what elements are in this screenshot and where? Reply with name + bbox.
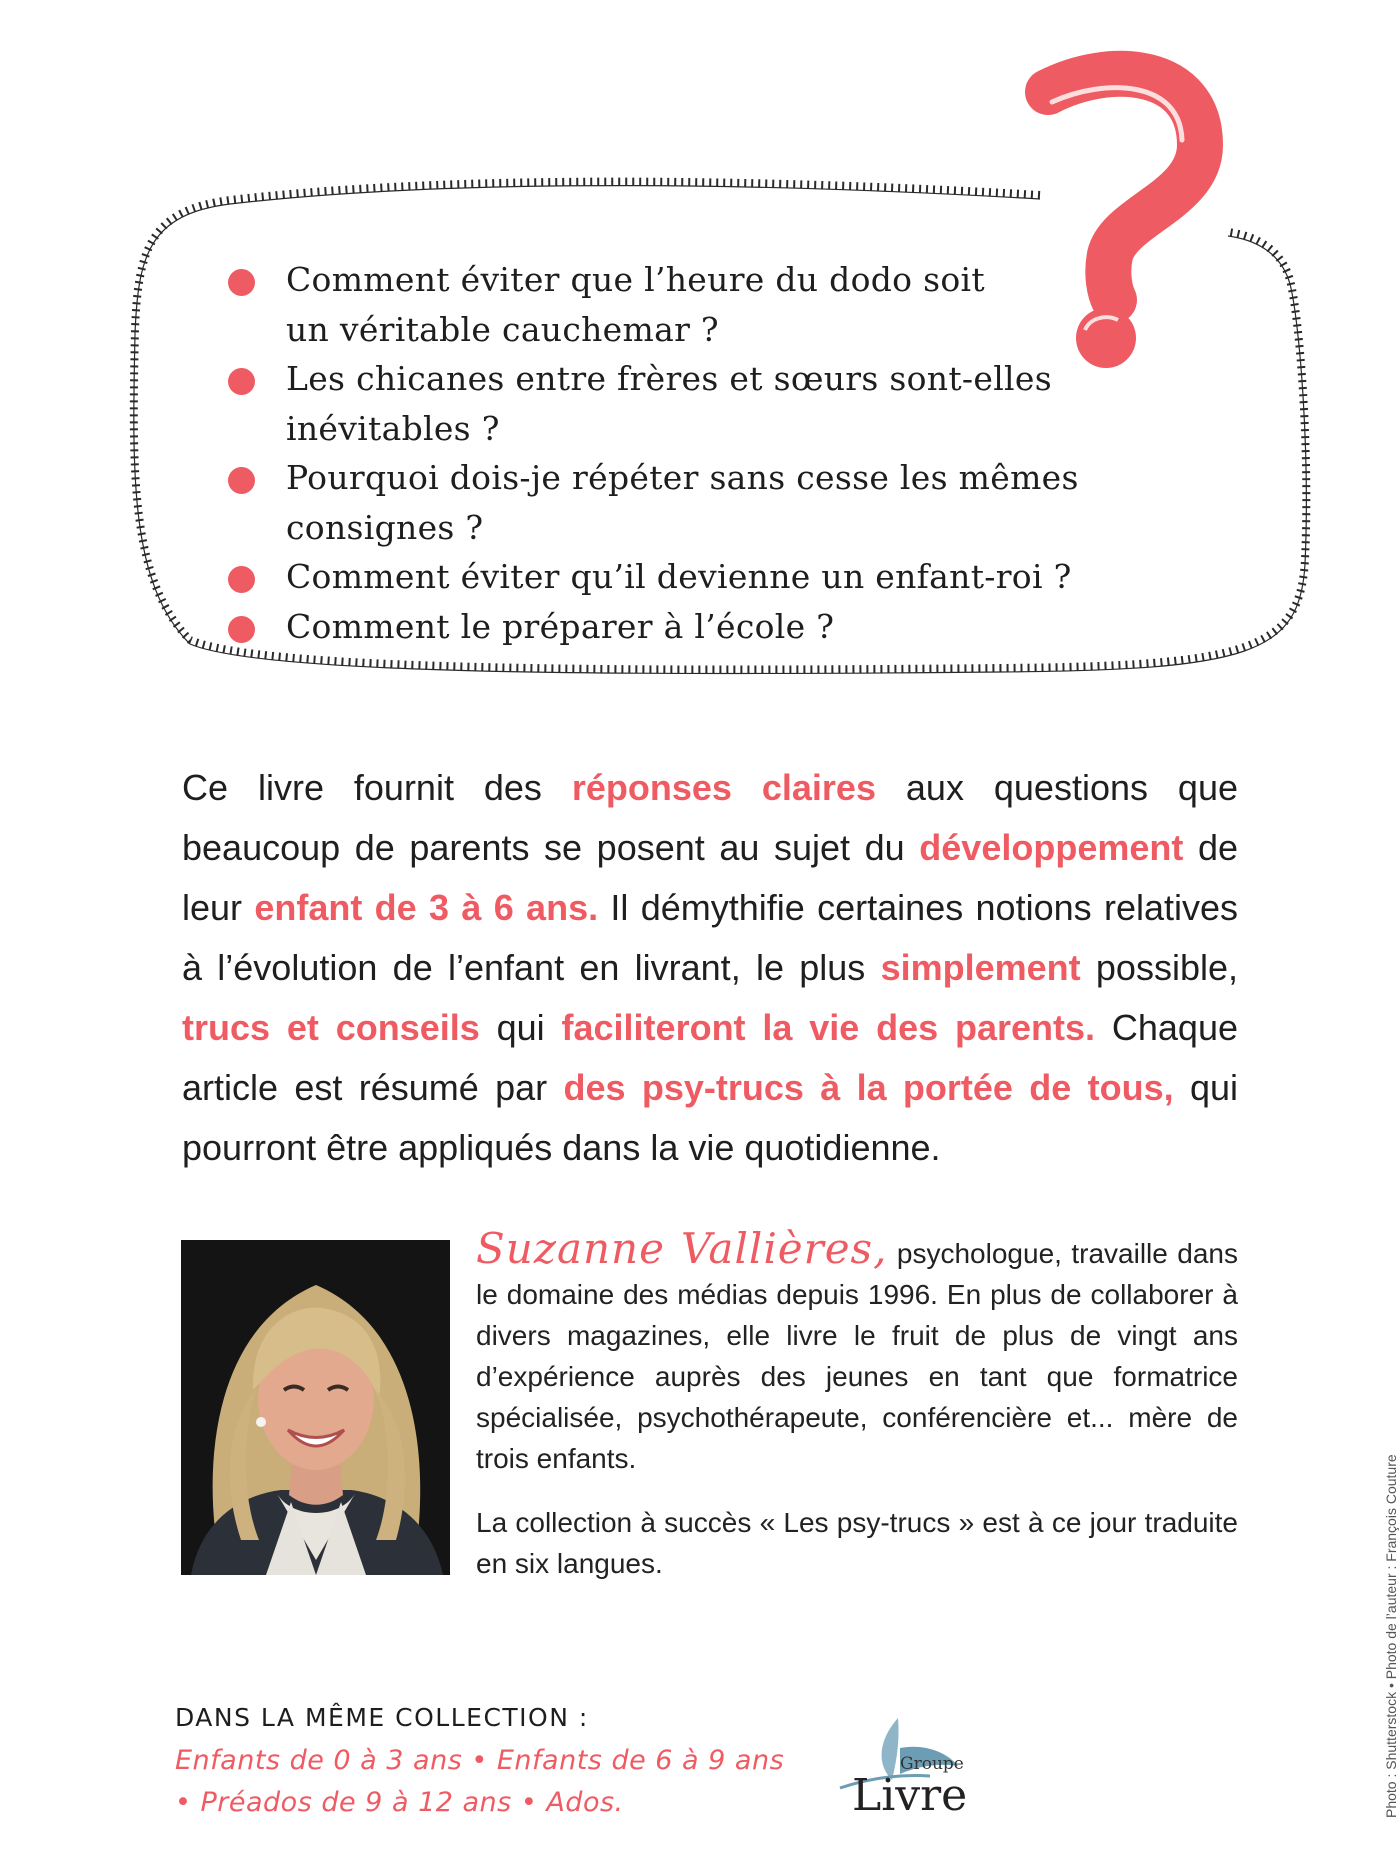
- highlight: simplement: [880, 947, 1081, 988]
- publisher-livre: Livre: [852, 1770, 968, 1821]
- list-item: Pourquoi dois-je répéter sans cesse les mêmes consignes ?: [228, 453, 1248, 552]
- bullet-icon: [228, 368, 255, 395]
- portrait-image: [181, 1240, 450, 1575]
- highlight: développement: [919, 827, 1184, 868]
- author-photo: [181, 1240, 450, 1575]
- highlight: des psy-trucs à la portée de tous,: [563, 1067, 1174, 1108]
- list-item: Les chicanes entre frères et sœurs sont-elles inévitables ?: [228, 354, 1248, 453]
- highlight: trucs et conseils: [182, 1007, 480, 1048]
- highlight: faciliteront la vie des parents.: [561, 1007, 1096, 1048]
- author-bio: Suzanne Vallières, psychologue, travaille dans le domaine des médias depuis 1996. En plus de collaborer à divers magazines, elle livre le fruit de plus de vingt ans d’expérience auprès des jeunes en tant que formatrice spécialisée, psychothérapeute, conférencière et... mère de trois enfants.: [476, 1224, 1238, 1474]
- collection-title: DANS LA MÊME COLLECTION :: [175, 1703, 589, 1732]
- collection-line-1: Enfants de 0 à 3 ans • Enfants de 6 à 9 ans: [175, 1745, 785, 1776]
- photo-credit: Photo : Shutterstock • Photo de l’auteur : François Couture: [1383, 1454, 1399, 1818]
- highlight: réponses claires: [571, 767, 876, 808]
- collection-note: La collection à succès « Les psy-trucs » est à ce jour traduite en six langues.: [476, 1507, 1238, 1579]
- collection-line-2: • Préados de 9 à 12 ans • Ados.: [175, 1787, 624, 1818]
- bullet-icon: [228, 467, 255, 494]
- question-list: [228, 255, 1248, 651]
- bullet-icon: [228, 566, 255, 593]
- bullet-icon: [228, 269, 255, 296]
- publisher-groupe: Groupe: [900, 1754, 964, 1774]
- bullet-icon: [228, 616, 255, 643]
- list-item: Comment éviter qu’il devienne un enfant-roi ?: [228, 552, 1248, 602]
- book-description: Ce livre fournit des réponses claires aux questions que beaucoup de parents se posent au sujet du développement de leur enfant de 3 à 6 ans. Il démythifie certaines notions relatives à l’évolution de l’enfant en livrant, le plus simplement possible, trucs et conseils qui faciliteront la vie des parents. Chaque article est résumé par des psy-trucs à la portée de tous, qui pourront être appliqués dans la vie quotidienne.: [182, 767, 1239, 1168]
- list-item: Comment éviter que l’heure du dodo soit un véritable cauchemar ?: [228, 255, 1248, 354]
- list-item: Comment le préparer à l’école ?: [228, 602, 1248, 652]
- author-name: Suzanne Vallières,: [476, 1224, 888, 1273]
- highlight: enfant de 3 à 6 ans.: [254, 887, 599, 928]
